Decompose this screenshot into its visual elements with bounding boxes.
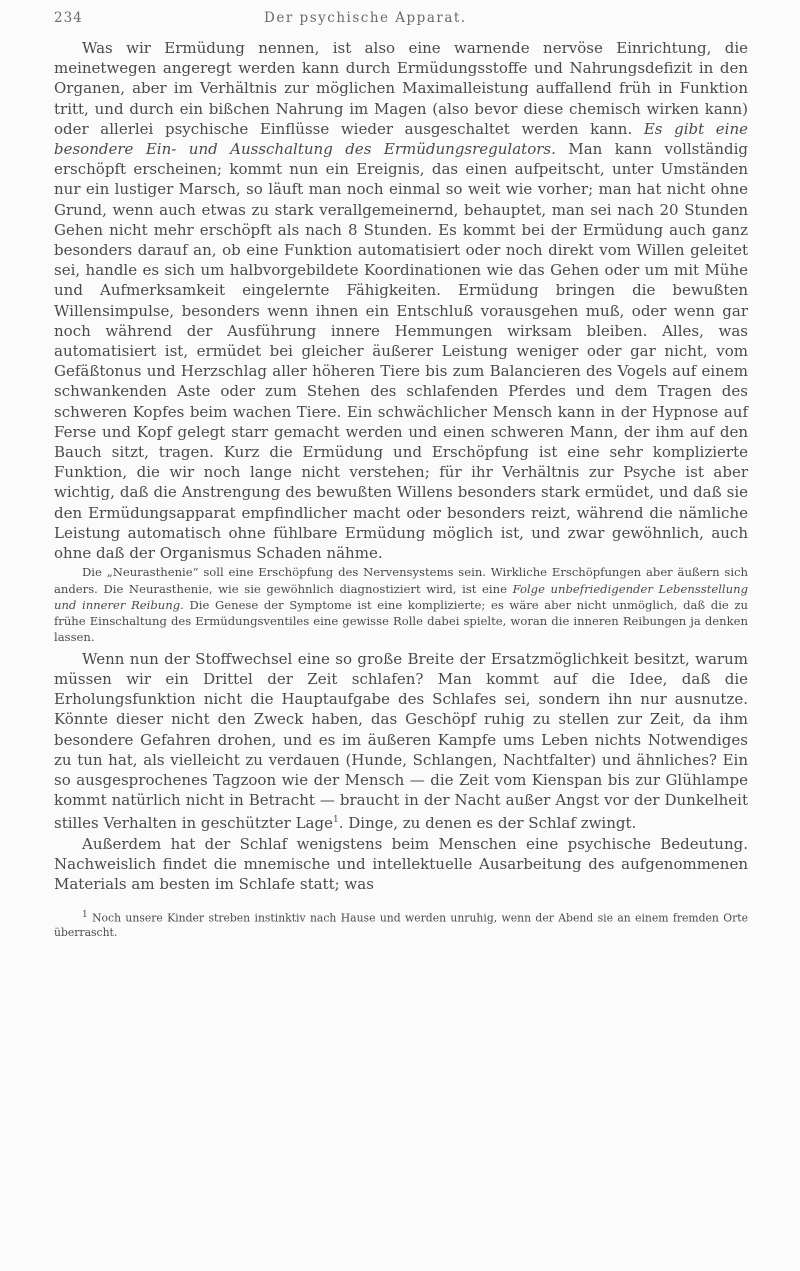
paragraph-2-text-b: . Dinge, zu denen es der Schlaf zwingt. xyxy=(338,814,637,833)
footnote xyxy=(54,908,748,941)
footnote-reference: 1 xyxy=(332,815,339,826)
paragraph-1 xyxy=(54,38,748,563)
paragraph-2 xyxy=(54,649,748,834)
paragraph-1-emphasis: Es gibt eine besondere Ein- und Ausschaltung des Ermüdungsregulators. xyxy=(54,119,748,159)
running-header xyxy=(54,10,754,32)
running-title: Der psychische Apparat. xyxy=(264,10,467,26)
note-text-b: Die Genese der Symptome ist eine komplizierte; es wäre aber nicht unmöglich, daß die zu frühe Einschaltung des Ermüdungsventiles eine gewisse Rolle dabei spielte, woran die inneren Reibungen ja denken lassen. xyxy=(54,597,749,645)
page-body xyxy=(54,38,748,941)
footnote-text: Noch unsere Kinder streben instinktiv nach Hause und werden unruhig, wenn der Abend sie an einem fremden Orte überrascht. xyxy=(54,911,748,940)
paragraph-1-text-b: Man kann vollständig erschöpft erscheinen; kommt nun ein Ereignis, das einen aufpeitscht, unter Umständen nur ein lustiger Marsch, so läuft man noch einmal so weit wie vorher; man hat nicht ohne Grund, wenn auch etwas zu stark verallgemeinernd, behauptet, man sei nach 20 Stunden Gehen nicht mehr erschöpft als nach 8 Stunden. Es kommt bei der Ermüdung auch ganz besonders darauf an, ob eine Funktion automatisiert oder noch direkt vom Willen geleitet sei, handle es sich um halbvorgebildete Koordinationen wie das Gehen oder um mit Mühe und Aufmerksamkeit eingelernte Fähigkeiten. Ermüdung bringen die bewußten Willensimpulse, besonders wenn ihnen ein Entschluß vorausgehen muß, oder wenn gar noch während der Ausführung innere Hemmungen wirksam bleiben. Alles, was automatisiert ist, ermüdet bei gleicher äußerer Leistung weniger oder gar nicht, vom Gefäßtonus und Herzschlag aller höheren Tiere bis zum Balancieren des Vogels auf einem schwankenden Aste oder zum Stehen des schlafenden Pferdes und dem Tragen des schweren Kopfes beim wachen Tiere. Ein schwächlicher Mensch kann in der Hypnose auf Ferse und Kopf gelegt starr gemacht werden und einen schweren Mann, der ihm auf den Bauch sitzt, tragen. Kurz die Ermüdung und Erschöpfung ist eine sehr komplizierte Funktion, die wir noch lange nicht verstehen; für ihr Verhältnis zur Psyche ist aber wichtig, daß die Anstrengung des bewußten Willens besonders stark ermüdet, und daß sie den Ermüdungsapparat empfindlicher macht oder besonders reizt, während die nämliche Leistung automatisch ohne fühlbare Ermüdung möglich ist, und zwar gewöhnlich, auch ohne daß der Organismus Schaden nähme. xyxy=(54,140,748,563)
paragraph-3: Außerdem hat der Schlaf wenigstens beim Menschen eine psychische Bedeutung. Nachweislich findet die mnemische und intellektuelle Ausarbeitung des aufgenommenen Materials am besten im Schlafe statt; was xyxy=(54,834,748,893)
note-text-a: Die „Neurasthenie“ soll eine Erschöpfung des Nervensystems sein. Wirkliche Erschöpfungen aber äußern sich anders. Die Neurasthenie, wie sie gewöhnlich diagnostiziert wird, ist eine xyxy=(54,565,748,596)
note-emphasis: Folge unbefriedigender Lebensstellung und innerer Reibung. xyxy=(54,581,748,612)
footnote-marker: 1 xyxy=(82,910,88,921)
paragraph-1-text-a: Was wir Ermüdung nennen, ist also eine warnende nervöse Einrichtung, die meinetwegen angeregt werden kann durch Ermüdungsstoffe und Nahrungsdefizit in den Organen, aber im Verhältnis zur möglichen Maximalleistung auffallend früh in Funktion tritt, und durch ein bißchen Nahrung im Magen (also bevor diese chemisch wirken kann) oder allerlei psychische Einflüsse wieder ausgeschaltet werden kann. xyxy=(54,39,748,138)
page-number: 234 xyxy=(54,10,83,26)
paragraph-2-text-a: Wenn nun der Stoffwechsel eine so große Breite der Ersatzmöglichkeit besitzt, warum müssen wir ein Drittel der Zeit schlafen? Man kommt auf die Idee, daß die Erholungsfunktion nicht die Hauptaufgabe des Schlafes sei, sondern ihn nur ausnutze. Könnte dieser nicht den Zweck haben, das Geschöpf ruhig zu stellen zur Zeit, da ihm besondere Gefahren drohen, und es im äußeren Kampfe ums Leben nichts Notwendiges zu tun hat, als vielleicht zu verdauen (Hunde, Schlangen, Nachtfalter) und ähnliches? Ein so ausgesprochenes Tagzoon wie der Mensch — die Zeit vom Kienspan bis zur Glühlampe kommt natürlich nicht in Betracht — braucht in der Nacht außer Angst vor der Dunkelheit stilles Verhalten in geschützter Lage xyxy=(54,649,748,833)
small-print-note xyxy=(54,564,748,645)
